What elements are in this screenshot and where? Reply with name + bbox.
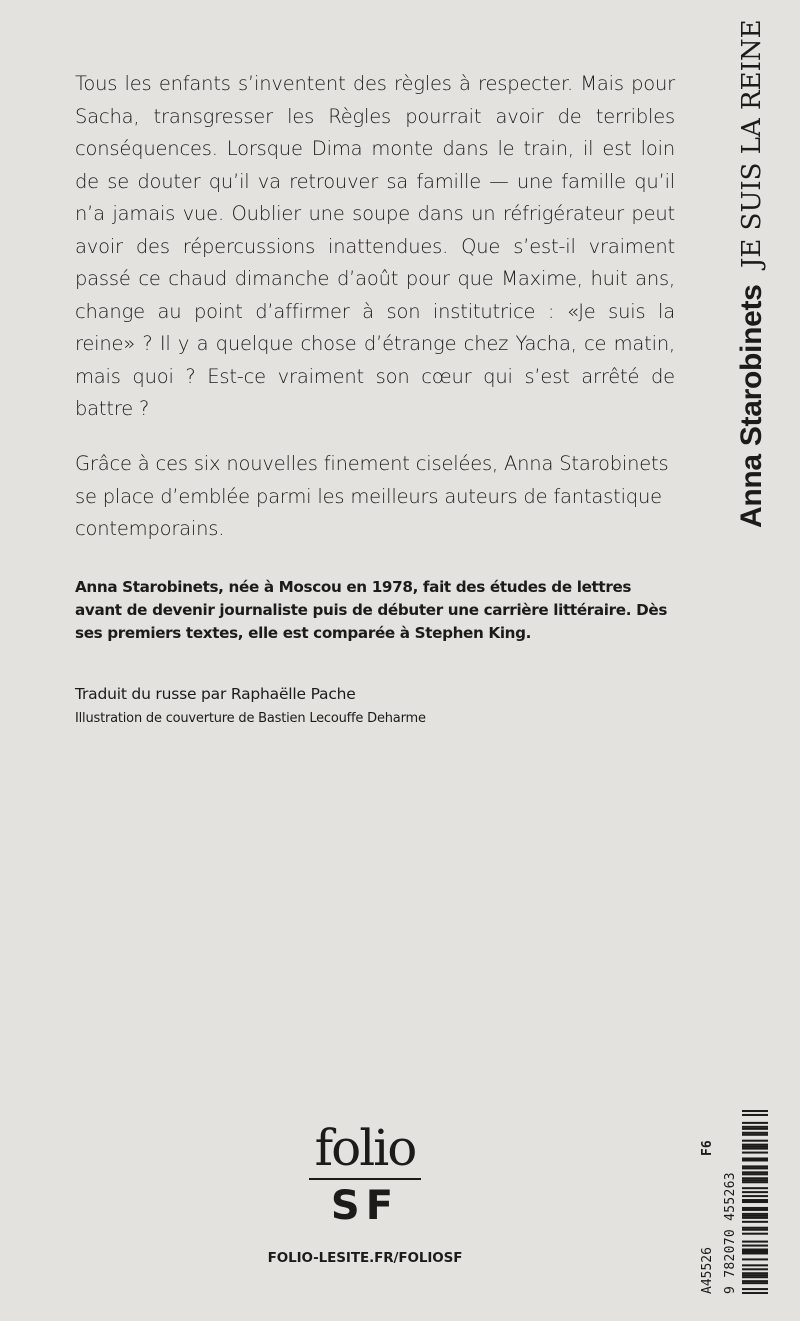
author-bio: Anna Starobinets, née à Moscou en 1978, fait des études de lettres avant de devenir journaliste puis de débuter une carrière littéraire. Dès ses premiers textes, elle est comparée à Stephen King. <box>75 578 668 642</box>
barcode-code: A45526 <box>700 1247 715 1294</box>
barcode-bar <box>742 1171 768 1173</box>
barcode-bar <box>742 1173 768 1175</box>
barcode-bar <box>742 1140 768 1142</box>
barcode-bar <box>742 1252 768 1254</box>
barcode-bar <box>742 1217 768 1219</box>
barcode-bar <box>742 1209 768 1211</box>
barcode-bar <box>742 1201 768 1203</box>
barcode-isbn-digits: 9 782070 455263 <box>723 1172 738 1294</box>
barcode-bar <box>742 1177 768 1179</box>
barcode-bar <box>742 1221 768 1223</box>
barcode-bar <box>742 1274 768 1276</box>
barcode-category: F6 <box>700 1140 715 1156</box>
barcode-bar <box>742 1241 768 1243</box>
barcode-bar <box>742 1132 768 1134</box>
illustration-credit: Illustration de couverture de Bastien Lecouffe Deharme <box>75 711 426 726</box>
barcode-bar <box>742 1181 768 1183</box>
barcode-bar <box>742 1146 768 1148</box>
barcode-bar <box>742 1191 768 1193</box>
translation-credit: Traduit du russe par Raphaëlle Pache <box>75 685 356 703</box>
barcode-bar <box>742 1144 768 1146</box>
barcode-bar <box>742 1126 768 1128</box>
spine-author: Anna Starobinets <box>735 284 768 528</box>
website-url: FOLIO-LESITE.FR/FOLIOSF <box>267 1250 463 1266</box>
folio-sf-logo <box>300 1120 430 1228</box>
logo-divider <box>309 1178 421 1180</box>
barcode-bar <box>742 1292 768 1294</box>
logo-folio-text: folio <box>314 1119 416 1177</box>
barcode-bar <box>742 1187 768 1189</box>
isbn-barcode <box>700 1110 768 1294</box>
barcode-bars <box>742 1110 768 1294</box>
barcode-bar <box>742 1227 768 1229</box>
barcode-bar <box>742 1233 768 1235</box>
barcode-bar <box>742 1213 768 1215</box>
barcode-bar <box>742 1179 768 1181</box>
barcode-bar <box>742 1245 768 1247</box>
spine-title: JE SUIS LA REINE <box>737 19 767 268</box>
barcode-bar <box>742 1276 768 1278</box>
barcode-bar <box>742 1134 768 1136</box>
barcode-bar <box>742 1110 768 1112</box>
barcode-bar <box>742 1148 768 1150</box>
barcode-bar <box>742 1165 768 1167</box>
blurb-paragraph-2: Grâce à ces six nouvelles finement ciselées, Anna Starobinets se place d’emblée parmi les meilleurs auteurs de fantastique contemporains. <box>75 452 669 540</box>
barcode-bar <box>742 1114 768 1116</box>
barcode-bar <box>742 1199 768 1201</box>
barcode-bar <box>742 1280 768 1282</box>
barcode-bar <box>742 1250 768 1252</box>
barcode-bar <box>742 1282 768 1284</box>
barcode-bar <box>742 1159 768 1161</box>
barcode-bar <box>742 1258 768 1260</box>
barcode-bar <box>742 1207 768 1209</box>
barcode-bar <box>742 1288 768 1290</box>
barcode-bar <box>742 1264 768 1266</box>
barcode-bar <box>742 1229 768 1231</box>
logo-sf-text: SF <box>330 1183 400 1229</box>
barcode-bar <box>742 1248 768 1250</box>
barcode-bar <box>742 1157 768 1159</box>
barcode-bar <box>742 1272 768 1274</box>
barcode-bar <box>742 1122 768 1124</box>
barcode-bar <box>742 1215 768 1217</box>
barcode-bar <box>742 1128 768 1130</box>
barcode-bar <box>742 1167 768 1169</box>
barcode-bar <box>742 1152 768 1154</box>
barcode-bar <box>742 1268 768 1270</box>
blurb-paragraph-1: Tous les enfants s’inventent des règles à respecter. Mais pour Sacha, transgresser les Règles pourrait avoir de terribles conséquences. Lorsque Dima monte dans le train, il est loin de se douter qu’il va retrouver sa famille — une famille qu’il n’a jamais vue. Oublier une soupe dans un réfrigérateur peut avoir des répercussions inattendues. Que s’est-il vraiment passé ce chaud dimanche d’août pour que Maxime, huit ans, change au point d’affirmer à son institutrice : «Je suis la reine» ? Il y a quelque chose d’étrange chez Yacha, ce matin, mais quoi ? Est-ce vraiment son cœur qui s’est arrêté de battre ? <box>75 72 675 420</box>
barcode-bar <box>742 1195 768 1197</box>
